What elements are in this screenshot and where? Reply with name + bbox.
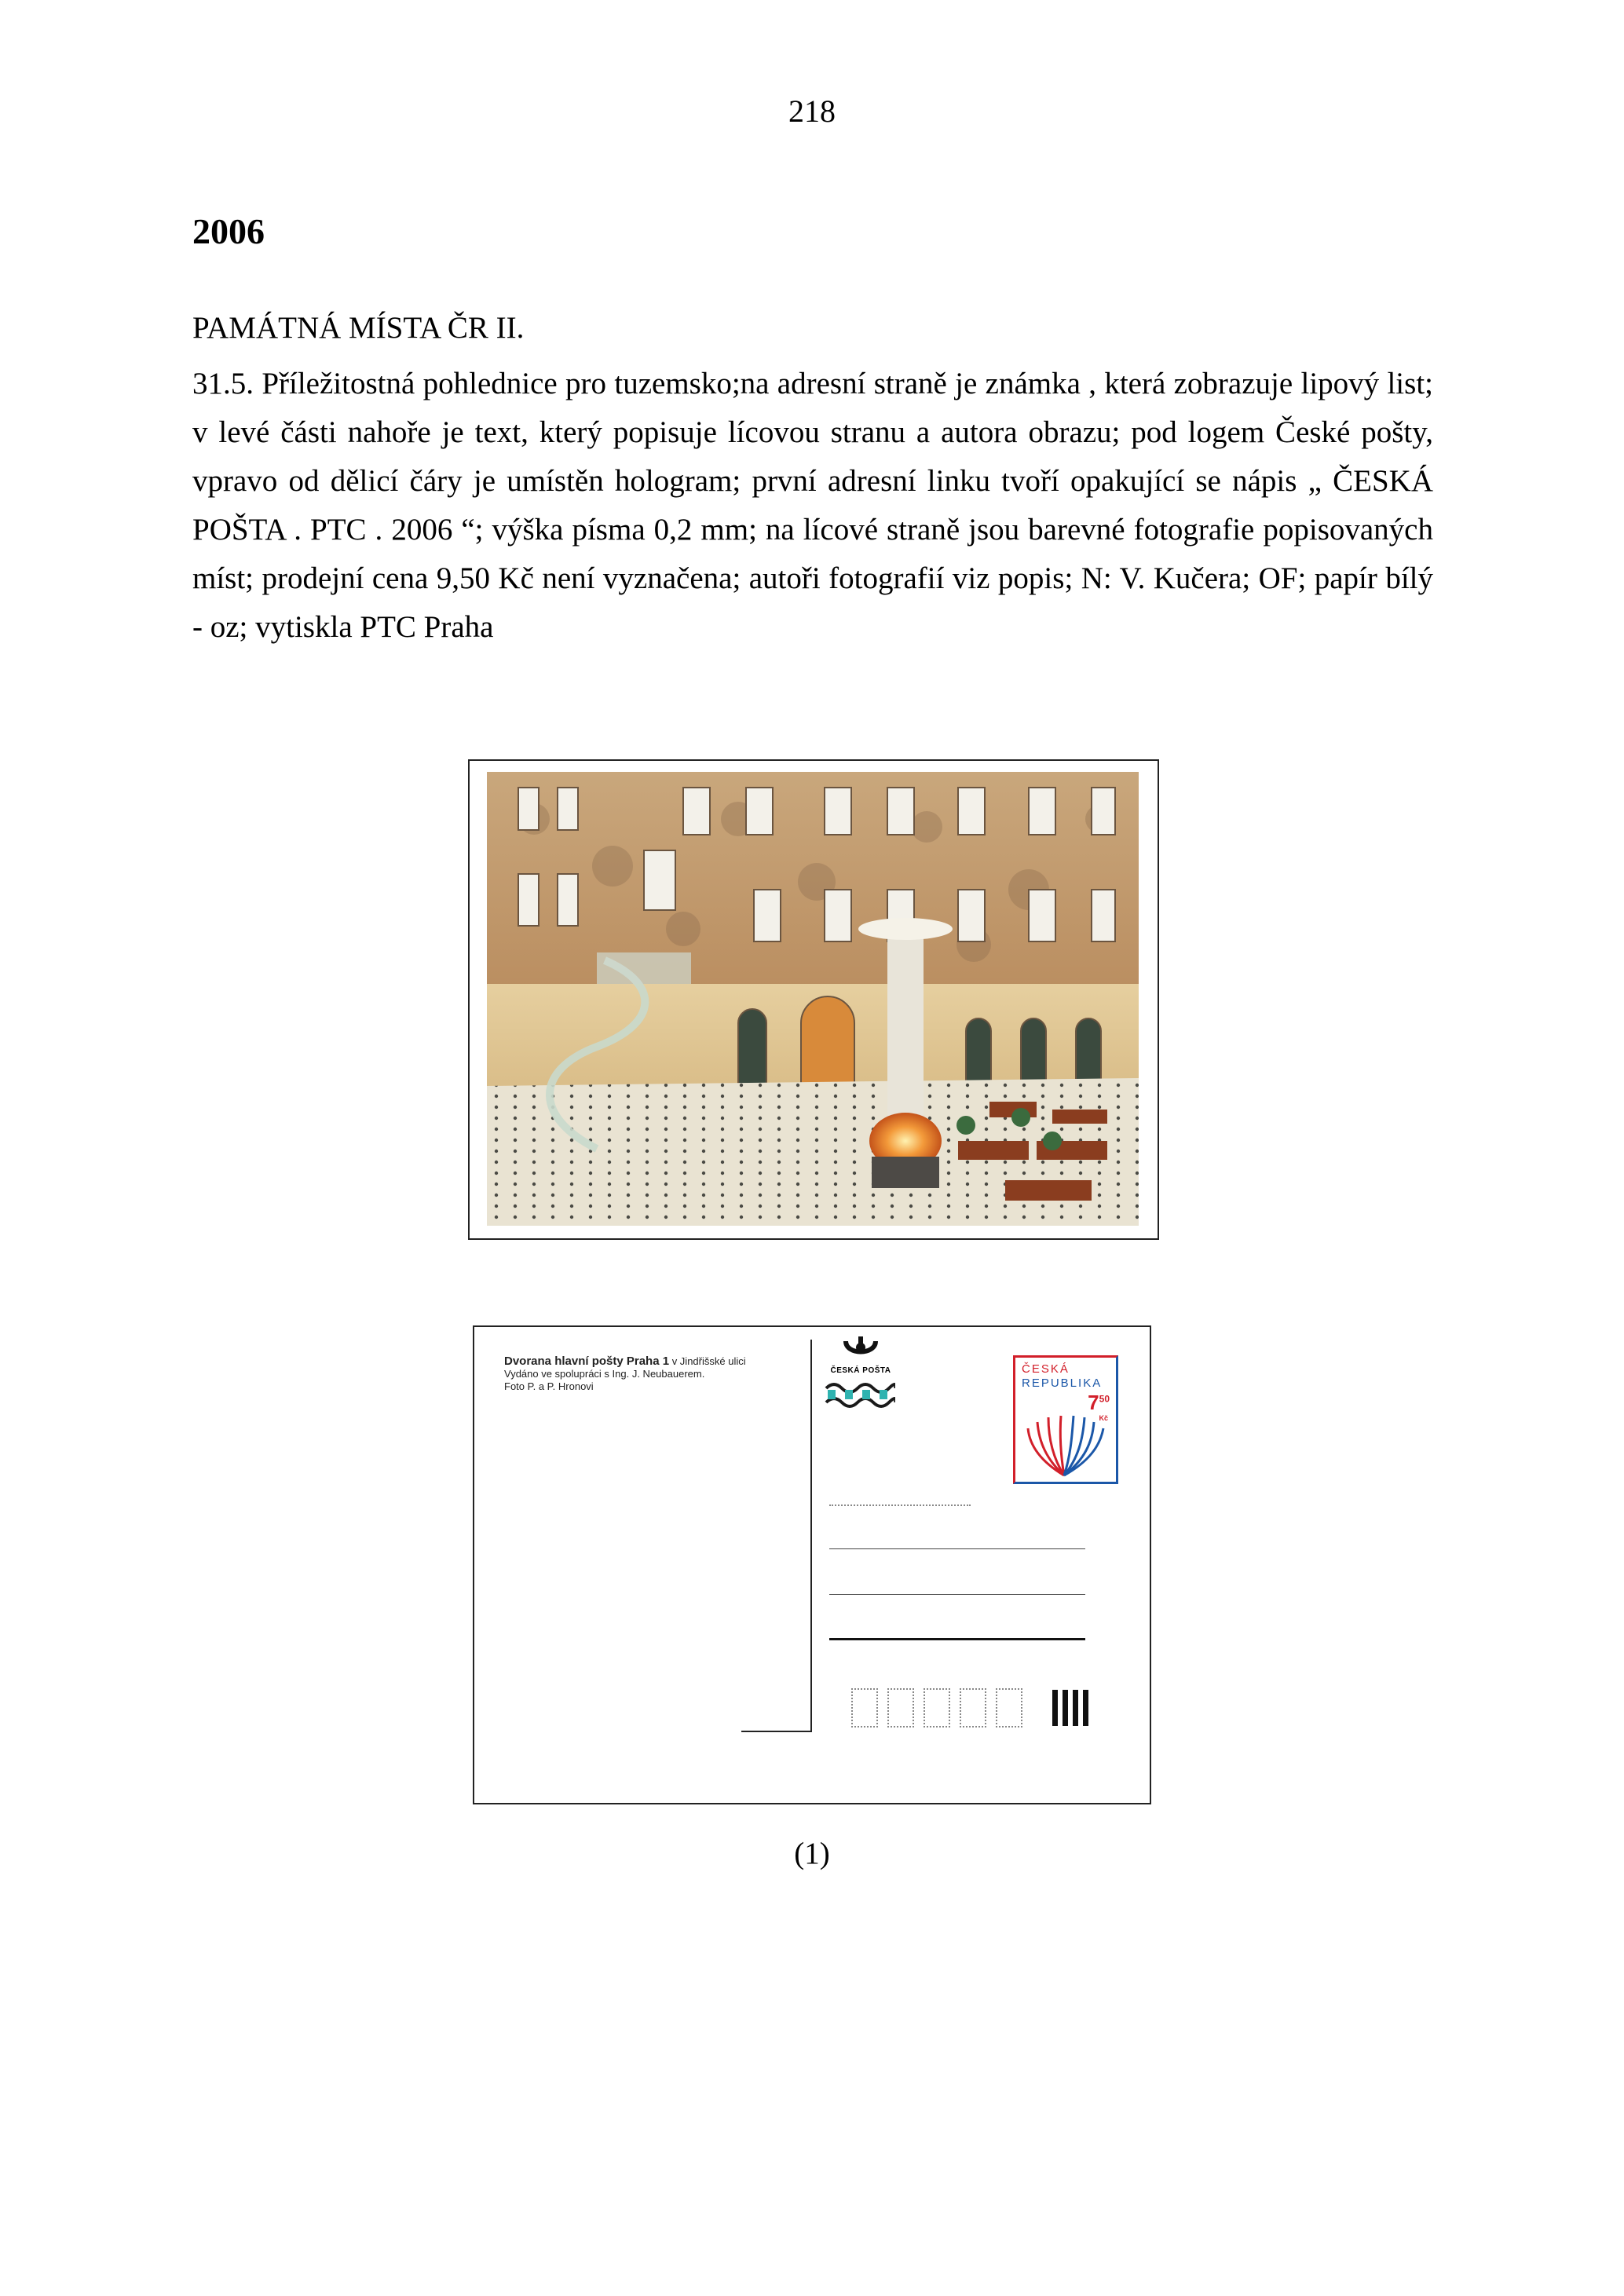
ceska-posta-logo [829, 1336, 892, 1375]
postcard-info-line3: Foto P. a P. Hronovi [504, 1380, 594, 1392]
address-line-microtext [829, 1504, 971, 1506]
hall-photo-illustration [487, 772, 1139, 1226]
logo-text: ČESKÁ POŠTA [830, 1366, 891, 1375]
postal-code-boxes [851, 1688, 1022, 1727]
postal-code-box [924, 1688, 950, 1727]
page-number: 218 [788, 93, 836, 129]
postal-code-box [960, 1688, 986, 1727]
address-line [829, 1548, 1085, 1549]
barcode-bar [1052, 1690, 1058, 1726]
postal-code-box [851, 1688, 878, 1727]
stamp-country-line2: REPUBLIKA [1022, 1377, 1103, 1390]
hologram [825, 1379, 895, 1412]
figure-caption: (1) [794, 1837, 830, 1870]
postcard-info-line2: Vydáno ve spolupráci s Ing. J. Neubauerem. [504, 1368, 705, 1380]
postal-code-box [887, 1688, 914, 1727]
stamp-country-line1: ČESKÁ [1022, 1362, 1070, 1376]
dividing-line [810, 1340, 812, 1732]
post-horn-icon [843, 1336, 879, 1362]
linden-leaf-icon [1025, 1414, 1106, 1477]
description-paragraph: 31.5. Příležitostná pohlednice pro tuzemsko;na adresní straně je známka , která zobrazuje lipový list; v levé části nahoře je text, který popisuje lícovou stranu a autora obrazu; pod logem České pošty, vpravo od dělicí čáry je umístěn hologram; první adresní linku tvoří opakující se nápis „ ČESKÁ POŠTA . PTC . 2006 “; výška písma 0,2 mm; na lícové straně jsou barevné fotografie popisovaných míst; prodejní cena 9,50 Kč není vyznačena; autoři fotografií viz popis; N: V. Kučera; OF; papír bílý - oz; vytiskla PTC Praha [192, 367, 1433, 644]
postal-code-box [996, 1688, 1022, 1727]
stamp-value-int: 7 [1088, 1391, 1099, 1414]
address-line [829, 1594, 1085, 1595]
stamp-value [1088, 1391, 1110, 1415]
stamp-currency: Kč [1099, 1414, 1108, 1422]
barcode-bar [1073, 1690, 1078, 1726]
postcard-info-title: Dvorana hlavní pošty Praha 1 [504, 1355, 670, 1368]
postage-stamp [1013, 1355, 1118, 1484]
stamp-value-frac: 50 [1099, 1393, 1110, 1405]
postcard-back [473, 1325, 1151, 1804]
barcode-bar [1063, 1690, 1068, 1726]
dividing-line-foot [741, 1731, 812, 1732]
section-title: PAMÁTNÁ MÍSTA ČR II. [192, 311, 525, 345]
barcode-bar [1083, 1690, 1088, 1726]
year-heading: 2006 [192, 211, 265, 251]
postcard-front-frame [468, 759, 1159, 1240]
barcode-marks [1052, 1690, 1088, 1726]
postcard-info-text [504, 1355, 746, 1393]
address-line-bold [829, 1638, 1085, 1640]
postcard-front-photo [487, 772, 1139, 1226]
postcard-info-title-suffix: v Jindřišské ulici [669, 1355, 746, 1367]
